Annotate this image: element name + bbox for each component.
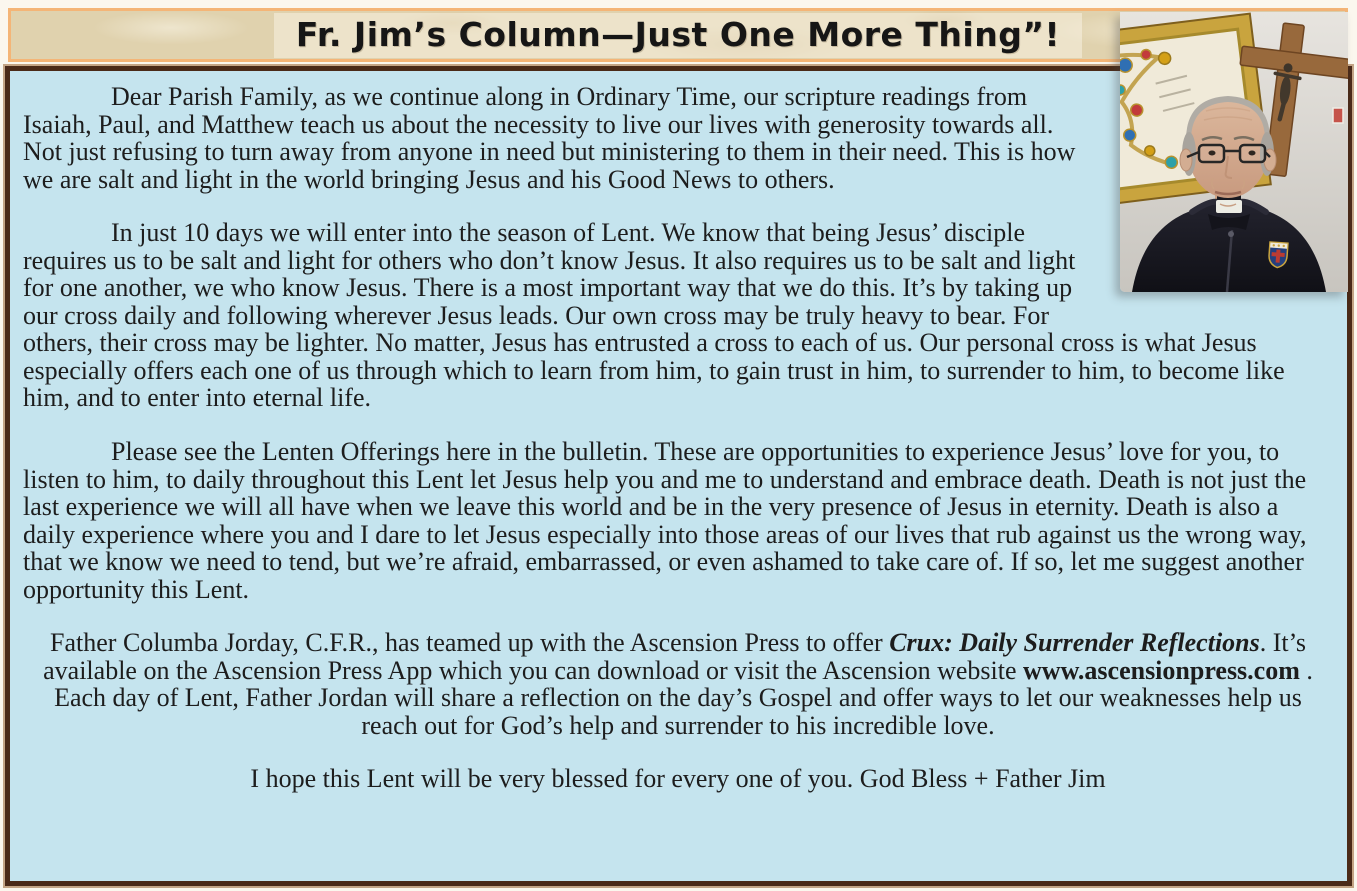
paragraph-3: Please see the Lenten Offerings here in the bulletin. These are opportunities to experience Jesus’ love for you, to listen to him, to daily throughout this Lent let Jesus help you and me to understand and embrace death. Death is not just the last experience we will all have when we leave this world and be in the very presence of Jesus in eternity. Death is also a daily experience where you and I dare to let Jesus especially into those areas of our lives that rub against us the wrong way, that we know we need to tend, but we’re afraid, embarrassed, or even ashamed to take care of. If so, let me suggest another opportunity this Lent. bbox=[23, 437, 1307, 604]
paragraph-4-text: Father Columba Jorday, C.F.R., has teamed up with the Ascension Press to offer bbox=[50, 628, 890, 658]
paragraph-4-text: . Each day of Lent, Father Jordan will share a reflection on the day’s Gospel and offer ways to let our weaknesses help us reach out for God’s help and surrender to his incredible love. bbox=[54, 655, 1313, 740]
website-url: www.ascensionpress.com bbox=[1023, 655, 1300, 685]
paragraph-2: In just 10 days we will enter into the season of Lent. We know that being Jesus’ disciple requires us to be salt and light for others who don’t know Jesus. It also requires us to be salt and light for one another, we who know Jesus. There is a most important way that we do this. It’s by taking up our cross daily and following wherever Jesus leads. Our own cross may be truly heavy to bear. For others, their cross may be lighter. No matter, Jesus has entrusted a cross to each of us. Our personal cross is what Jesus especially offers each one of us through which to learn from him, to gain trust in him, to surrender to him, to become like him, and to enter into eternal life. bbox=[23, 218, 1285, 413]
closing-line: I hope this Lent will be very blessed for every one of you. God Bless + Father Jim bbox=[250, 764, 1106, 794]
title-plate bbox=[274, 13, 1082, 58]
book-title: Crux: Daily Surrender Reflections bbox=[889, 628, 1260, 658]
paragraph-1: Dear Parish Family, as we continue along in Ordinary Time, our scripture readings from Isaiah, Paul, and Matthew teach us about the necessity to live our lives with generosity towards all. Not just refusing to turn away from anyone in need but ministering to them in their need. This is how we are salt and light in the world bringing Jesus and his Good News to others. bbox=[23, 82, 1076, 194]
pastor-photo bbox=[1120, 12, 1348, 292]
small-wall-item bbox=[1333, 108, 1343, 123]
paragraph-4 bbox=[23, 629, 1333, 739]
paragraph-4-text: . It’s available on the Ascension Press App which you can download or visit the Ascension website bbox=[43, 628, 1306, 685]
column-title: Fr. Jim’s Column—Just One More Thing”! bbox=[295, 14, 1061, 54]
